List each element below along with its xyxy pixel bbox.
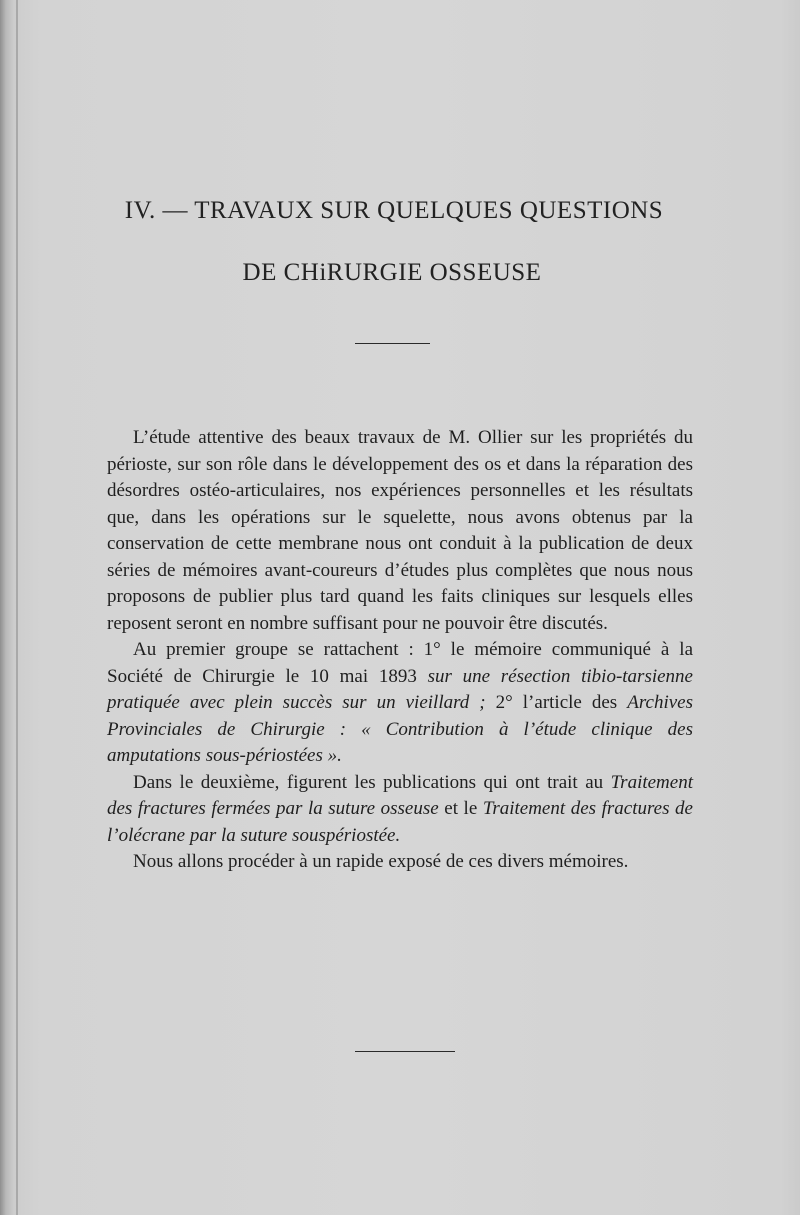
paragraph-3-text-2: et le xyxy=(438,798,483,819)
paragraph-2-italic-journal: Archives Provinciales de Chirurgie : « Contribution à l’étude clinique des amputations sous-périostées ». xyxy=(107,692,694,766)
closing-divider xyxy=(355,1051,455,1052)
paragraph-2-text-2: 2° l’article des xyxy=(485,692,628,713)
heading-divider xyxy=(355,343,430,344)
paragraph-3-italic-title-2: Traitement des fractures de l’olécrane par la suture souspériostée. xyxy=(107,798,693,846)
paragraph-2-italic-title: sur une résection tibio-tarsienne pratiquée avec plein succès sur un vieillard ; xyxy=(107,665,693,713)
paragraph-3-text: Dans le deuxième, figurent les publications qui ont trait au xyxy=(133,771,611,793)
chapter-heading-line-1: IV. — TRAVAUX SUR QUELQUES QUESTIONS xyxy=(124,197,664,224)
paragraph-2-text: Au premier groupe se rattachent : 1° le mémoire communiqué à la Société de Chirurgie le 10 mai 1893 xyxy=(107,639,693,687)
paragraph-2 xyxy=(107,637,693,770)
paragraph-3-italic-title-1: Traitement des fractures fermées par la suture osseuse xyxy=(107,771,693,819)
paragraph-3 xyxy=(107,770,693,850)
paragraph-4: Nous allons procéder à un rapide exposé de ces divers mémoires. xyxy=(133,851,629,872)
paragraph-1: L’étude attentive des beaux travaux de M. Ollier sur les propriétés du périoste, sur son rôle dans le développement des os et dans la réparation des désordres ostéo-articulaires, nos expériences personnelles et les résultats que, dans les opérations sur le squelette, nous avons obtenus par la conservation de cette membrane nous ont conduit à la publication de deux séries de mémoires avant-coureurs d’études plus complètes que nous nous proposons de publier plus tard quand les faits cliniques sur lesquels elles reposent seront en nombre suffisant pour ne pouvoir être discutés. xyxy=(107,427,693,634)
page-gutter xyxy=(16,0,18,1215)
chapter-body xyxy=(107,425,693,876)
chapter-heading-line-2: DE CHiRURGIE OSSEUSE xyxy=(242,259,542,286)
